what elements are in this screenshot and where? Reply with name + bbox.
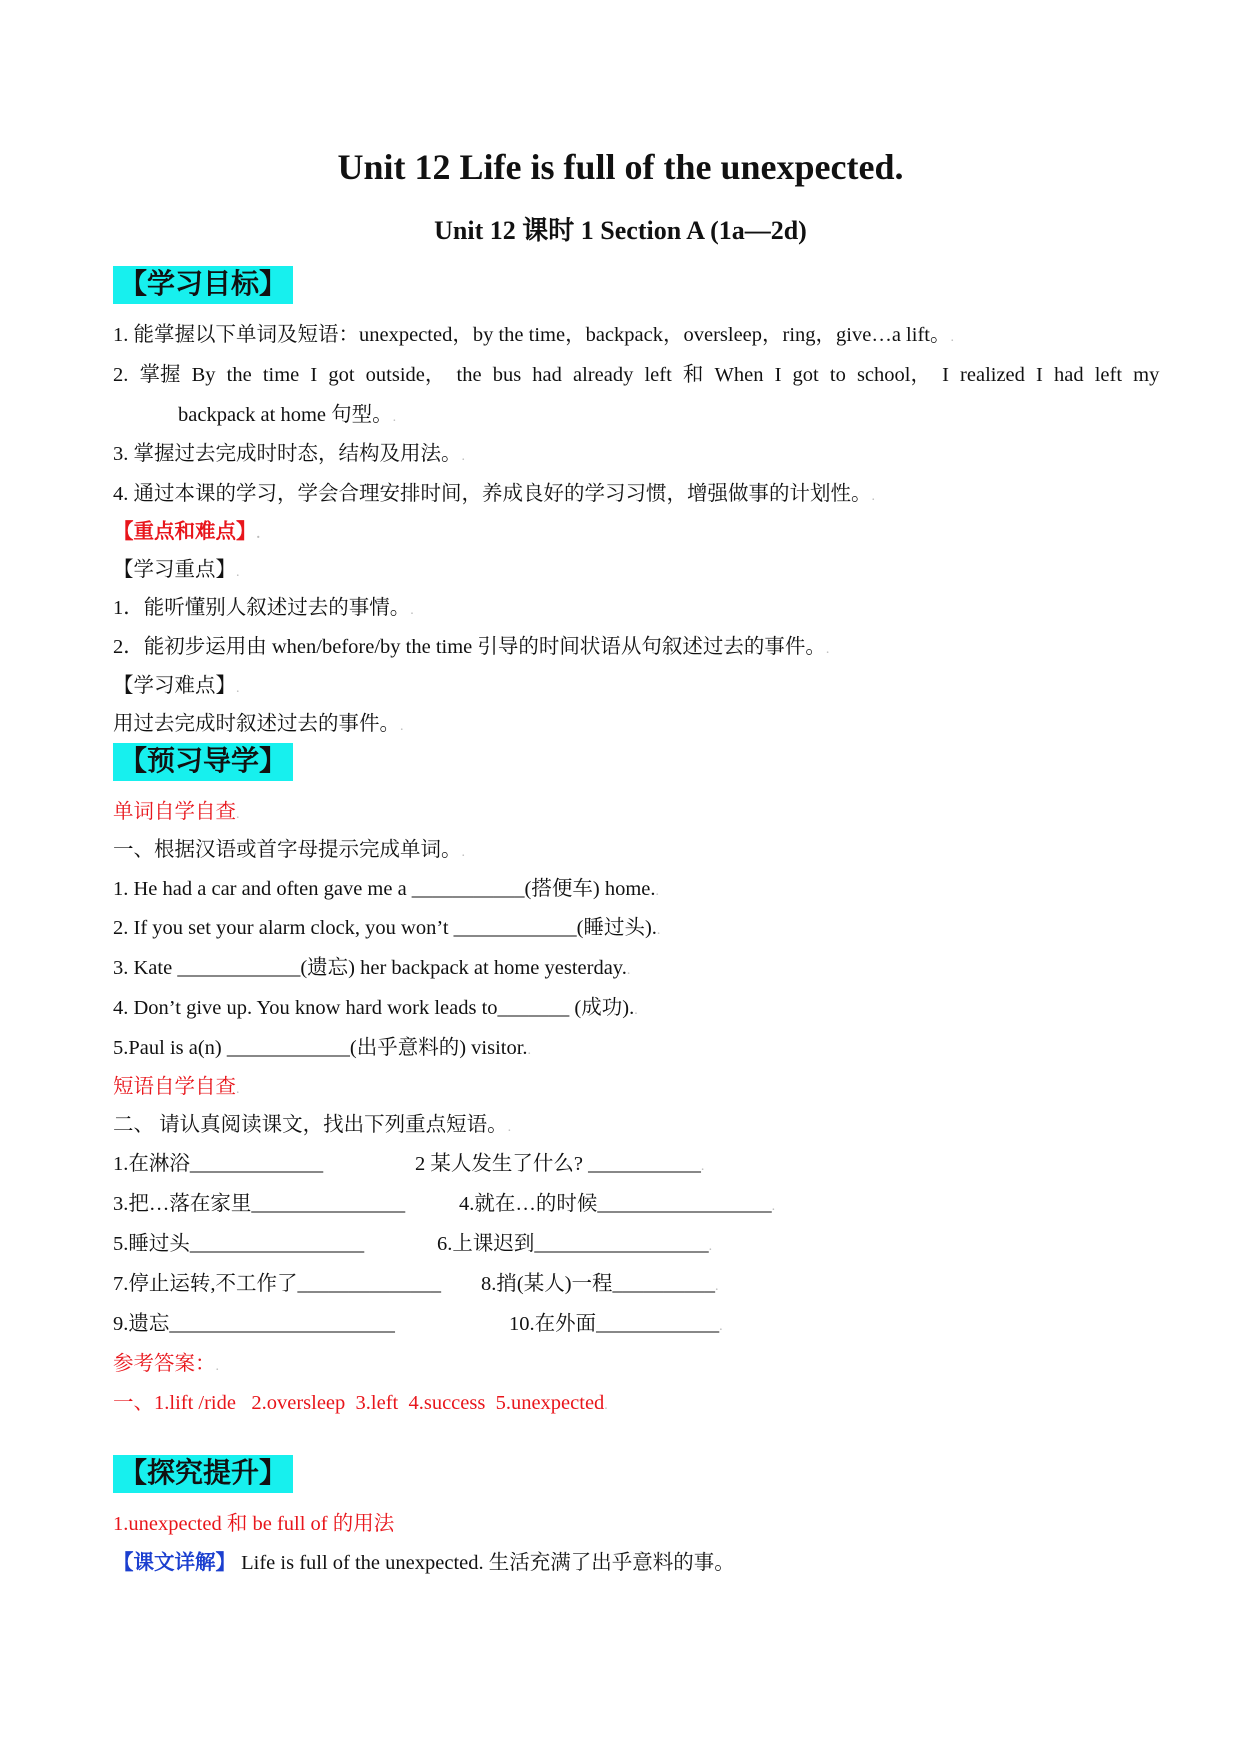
heading-learning-goals: 【学习目标】 (113, 266, 293, 304)
phrase-item-10: 10.在外面____________. (509, 1313, 723, 1335)
phrase-item-8: 8.捎(某人)一程__________. (481, 1273, 719, 1295)
phrase-item-4: 4.就在…的时候_________________. (459, 1193, 776, 1215)
heading-preview: 【预习导学】 (113, 743, 293, 781)
focus-item-2: 2．能初步运用由 when/before/by the time 引导的时间状语从句叙述过去的事件。. (113, 636, 830, 658)
goal-item-2: 2. 掌握 By the time I got outside， the bus had already left 和 When I got to school， I realized I had left my (113, 364, 1160, 386)
focus-label: 【学习重点】. (113, 559, 240, 581)
phrase-item-5: 5.睡过头_________________ (113, 1233, 365, 1255)
words-label: 单词自学自查. (113, 801, 240, 823)
phrase-item-1: 1.在淋浴_____________ (113, 1153, 324, 1175)
phrase-item-9: 9.遗忘______________________ (113, 1313, 395, 1335)
phrase-item-6: 6.上课迟到_________________. (437, 1233, 713, 1255)
focus-item-1: 1．能听懂别人叙述过去的事情。. (113, 597, 414, 619)
goal-item-2-cont: backpack at home 句型。. (178, 404, 397, 426)
phrases-instruction: 二、 请认真阅读课文，找出下列重点短语。. (113, 1114, 512, 1136)
heading-explore: 【探究提升】 (113, 1455, 293, 1493)
heading-key-points: 【重点和难点】. (113, 521, 260, 543)
phrase-item-2: 2 某人发生了什么? ___________. (415, 1153, 705, 1175)
answers-text: 一、1.lift /ride 2.oversleep 3.left 4.success 5.unexpected. (113, 1392, 608, 1414)
phrase-item-3: 3.把…落在家里_______________ (113, 1193, 406, 1215)
goal-item-4: 4. 通过本课的学习，学会合理安排时间，养成良好的学习习惯，增强做事的计划性。. (113, 483, 875, 505)
goal-item-3: 3. 掌握过去完成时时态，结构及用法。. (113, 443, 465, 465)
words-instruction: 一、根据汉语或首字母提示完成单词。. (113, 839, 465, 861)
phrase-item-7: 7.停止运转,不工作了______________ (113, 1273, 441, 1295)
document-title: Unit 12 Life is full of the unexpected. (337, 147, 904, 187)
explore-point-1: 1.unexpected 和 be full of 的用法 (113, 1513, 395, 1535)
goal-item-1: 1. 能掌握以下单词及短语：unexpected，by the time，backpack，oversleep，ring，give…a lift。. (113, 324, 954, 346)
text-detail-label: 【课文详解】 (113, 1552, 236, 1574)
text-detail: 【课文详解】 Life is full of the unexpected. 生活充满了出乎意料的事。 (113, 1552, 735, 1574)
answers-label: 参考答案：. (113, 1353, 219, 1375)
word-exercise-3: 3. Kate ____________(遗忘) her backpack at home yesterday.. (113, 957, 631, 979)
document-subtitle: Unit 12 课时 1 Section A (1a—2d) (434, 216, 807, 245)
difficulty-label: 【学习难点】. (113, 675, 240, 697)
word-exercise-4: 4. Don’t give up. You know hard work leads to_______ (成功).. (113, 997, 638, 1019)
word-exercise-5: 5.Paul is a(n) ____________(出乎意料的) visitor.. (113, 1037, 532, 1059)
word-exercise-1: 1. He had a car and often gave me a ___________(搭便车) home.. (113, 878, 660, 900)
word-exercise-2: 2. If you set your alarm clock, you won’t ____________(睡过头).. (113, 917, 661, 939)
difficulty-text: 用过去完成时叙述过去的事件。. (113, 713, 404, 735)
phrases-label: 短语自学自查. (113, 1076, 240, 1098)
